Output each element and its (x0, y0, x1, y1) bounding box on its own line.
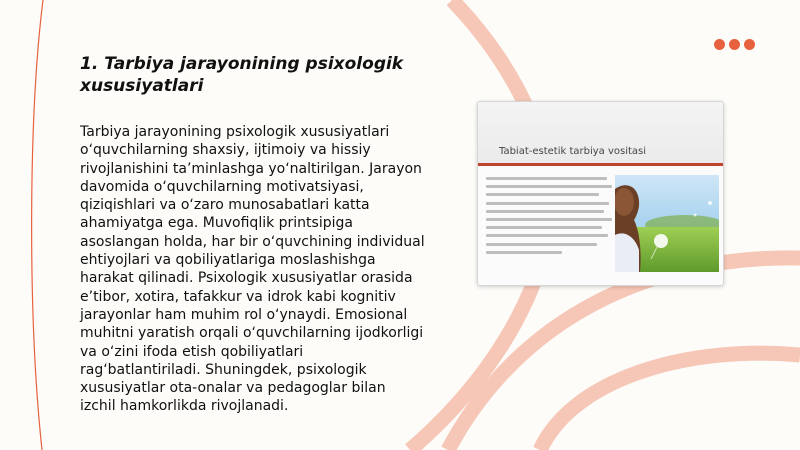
thumbnail-divider (478, 163, 723, 166)
more-dots-icon[interactable] (714, 39, 755, 50)
thumbnail-text-placeholder (486, 177, 612, 259)
slide-thumbnail[interactable] (477, 101, 724, 286)
dot (714, 39, 725, 50)
dot (729, 39, 740, 50)
slide-body-text: Tarbiya jarayonining psixologik xususiyatlari o‘quvchilarning shaxsiy, ijtimoiy va hissiy rivojlanishini ta’minlashga yo‘naltirilgan. Jarayon davomida o‘quvchilarning motivatsiyasi, qiziqishlari va o‘zaro munosabatlari katta ahamiyatga ega. Muvofiqlik printsipiga asoslangan holda, har bir o‘quvchining individual ehtiyojlari va qobiliyatlariga moslashishga harakat qilinadi. Psixologik xususiyatlar orasida e’tibor, xotira, tafakkur va idrok kabi kognitiv jarayonlar ham muhim rol o‘ynaydi. Emosional muhitni yaratish orqali o‘quvchilarning ijodkorligi va o‘zini ifoda etish qobiliyatlari rag‘batlantiriladi. Shuningdek, psixologik xususiyatlar ota-onalar va pedagoglar bilan izchil hamkorlikda rivojlanadi. (80, 124, 425, 415)
child-blowing-dandelion-photo (615, 175, 719, 272)
thumbnail-title: Tabiat-estetik tarbiya vositasi (499, 146, 647, 157)
slide-title: 1. Tarbiya jarayonining psixologik xususiyatlari (80, 54, 404, 96)
dot (744, 39, 755, 50)
